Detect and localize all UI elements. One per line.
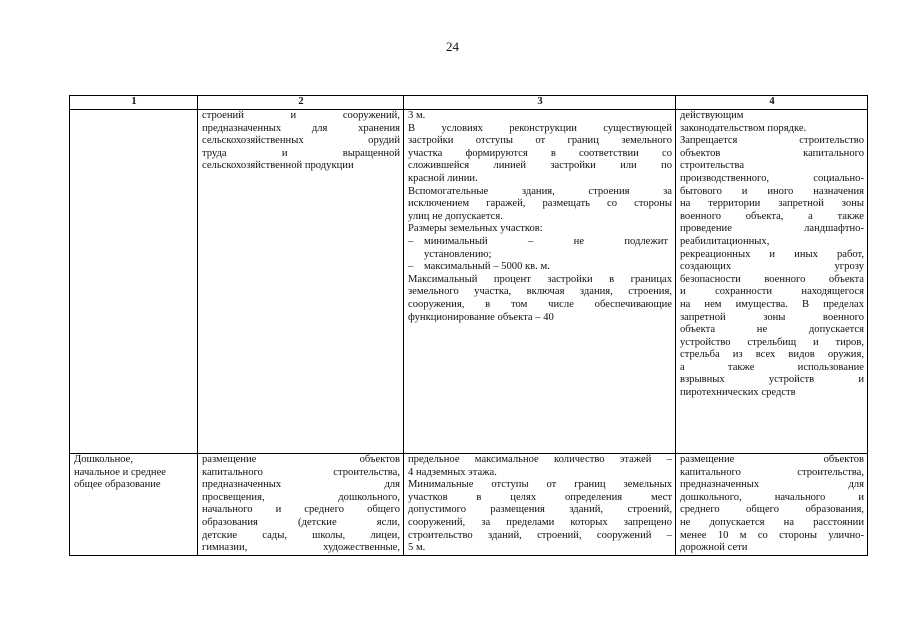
- list-item-text: установлению;: [424, 248, 492, 260]
- table-row: [70, 454, 868, 556]
- text-line: объекта не допускается: [680, 324, 864, 336]
- text-line: запретной зоны военного: [680, 311, 864, 323]
- text-line: размещение объектов: [202, 454, 400, 465]
- table-cell-r1-c4: [676, 110, 868, 454]
- text-line: Вспомогательные здания, строения за: [408, 185, 672, 197]
- text-line: Максимальный процент застройки в границах: [408, 273, 672, 285]
- text-line: сооружений, за пределами которых запрещено: [408, 516, 672, 528]
- text-line: дошкольного, начального и: [680, 491, 864, 503]
- text-line: стрельба из всех видов оружия,: [680, 349, 864, 361]
- table-cell-r1-c2: [198, 110, 404, 454]
- text-line: не допускается на расстоянии: [680, 516, 864, 528]
- text-line: Минимальные отступы от границ земельных: [408, 479, 672, 491]
- table-cell-r2-c3: [404, 454, 676, 556]
- text-line: рекреационных и иных работ,: [680, 248, 864, 260]
- text-line: строительство зданий, строений, сооружений –: [408, 529, 672, 541]
- text-line: на нем имущества. В пределах: [680, 298, 864, 310]
- text-line: сельскохозяйственных орудий: [202, 135, 400, 147]
- list-item: [408, 261, 672, 274]
- text-line: предназначенных для: [202, 479, 400, 491]
- text-line: военного объекта, а также: [680, 210, 864, 222]
- text-line: участков в целях определения мест: [408, 491, 672, 503]
- table-cell-r1-c3: [404, 110, 676, 454]
- text-line: начальное и среднее: [74, 466, 166, 478]
- text-line: создающих угрозу: [680, 261, 864, 273]
- text-line: безопасности военного объекта: [680, 273, 864, 285]
- column-header: 2: [198, 96, 404, 110]
- text-line: на территории запретной зоны: [680, 198, 864, 210]
- text-line: менее 10 м со стороны улично-: [680, 529, 864, 541]
- table-row: [70, 110, 868, 454]
- text-line: пиротехнических средств: [680, 387, 796, 399]
- regulations-table: [69, 95, 868, 556]
- text-line: исключением гаражей, размещать со стороны: [408, 198, 672, 210]
- text-line: Запрещается строительство: [680, 135, 864, 147]
- text-line: допустимого размещения зданий, строений,: [408, 504, 672, 516]
- table-cell-r1-c1: [70, 110, 198, 454]
- table-cell-r2-c2: [198, 454, 404, 556]
- text-line: улиц не допускается.: [408, 210, 503, 222]
- text-line: общее образование: [74, 479, 161, 491]
- text-line: дорожной сети: [680, 542, 748, 554]
- text-line: размещение объектов: [680, 454, 864, 465]
- text-line: начального и среднего общего: [202, 504, 400, 516]
- column-header: 4: [676, 96, 868, 110]
- text-line: красной линии.: [408, 172, 478, 184]
- list-item-text: максимальный – 5000 кв. м.: [424, 261, 550, 273]
- text-line: застройки отступы от границ земельного: [408, 135, 672, 147]
- text-line: а также использование: [680, 361, 864, 373]
- text-line: функционирование объекта – 40: [408, 311, 554, 323]
- text-line: В условиях реконструкции существующей: [408, 122, 672, 134]
- column-header: 3: [404, 96, 676, 110]
- text-line: строительства: [680, 160, 745, 172]
- text-line: производственного, социально-: [680, 172, 864, 184]
- list-dash: –: [408, 235, 414, 247]
- list-item: [408, 249, 672, 262]
- text-line: предназначенных для: [680, 479, 864, 491]
- text-line: детские сады, школы, лицеи,: [202, 529, 400, 541]
- column-header: 1: [70, 96, 198, 110]
- text-line: проведение ландшафтно-: [680, 223, 864, 235]
- text-line: 4 надземных этажа.: [408, 466, 497, 478]
- text-line: 3 м.: [408, 110, 426, 121]
- table-cell-r2-c4: [676, 454, 868, 556]
- text-line: просвещения, дошкольного,: [202, 491, 400, 503]
- text-line: объектов капитального: [680, 147, 864, 159]
- text-line: сельскохозяйственной продукции: [202, 160, 354, 172]
- text-line: бытового и иного назначения: [680, 185, 864, 197]
- text-line: гимназии, художественные,: [202, 542, 400, 554]
- text-line: 5 м.: [408, 542, 426, 554]
- text-line: Дошкольное,: [74, 454, 134, 465]
- text-line: Размеры земельных участков:: [408, 223, 543, 235]
- text-line: законодательством порядке.: [680, 122, 807, 134]
- text-line: сооружения, в том числе обеспечивающие: [408, 298, 672, 310]
- text-line: и сохранности находящегося: [680, 286, 864, 298]
- text-line: взрывных устройств и: [680, 374, 864, 386]
- table-cell-r2-c1: [70, 454, 198, 556]
- text-line: труда и выращенной: [202, 147, 400, 159]
- text-line: земельного участка, включая здания, строения,: [408, 286, 672, 298]
- text-line: действующим: [680, 110, 744, 121]
- text-line: участка формируются в соответствии со: [408, 147, 672, 159]
- list-item: [408, 236, 672, 249]
- text-line: капитального строительства,: [680, 466, 864, 478]
- text-line: капитального строительства,: [202, 466, 400, 478]
- text-line: реабилитационных,: [680, 235, 770, 247]
- text-line: устройство стрельбищ и тиров,: [680, 336, 864, 348]
- text-line: среднего общего образования,: [680, 504, 864, 516]
- text-line: строений и сооружений,: [202, 110, 400, 121]
- list-dash: –: [408, 261, 414, 273]
- text-line: образования (детские ясли,: [202, 516, 400, 528]
- page-number: 24: [446, 39, 459, 54]
- text-line: сложившейся линией застройки или по: [408, 160, 672, 172]
- text-line: предельное максимальное количество этажей –: [408, 454, 672, 465]
- text-line: предназначенных для хранения: [202, 122, 400, 134]
- table-header-row: [70, 96, 868, 110]
- list-item-text: минимальный – не подлежит: [424, 235, 668, 247]
